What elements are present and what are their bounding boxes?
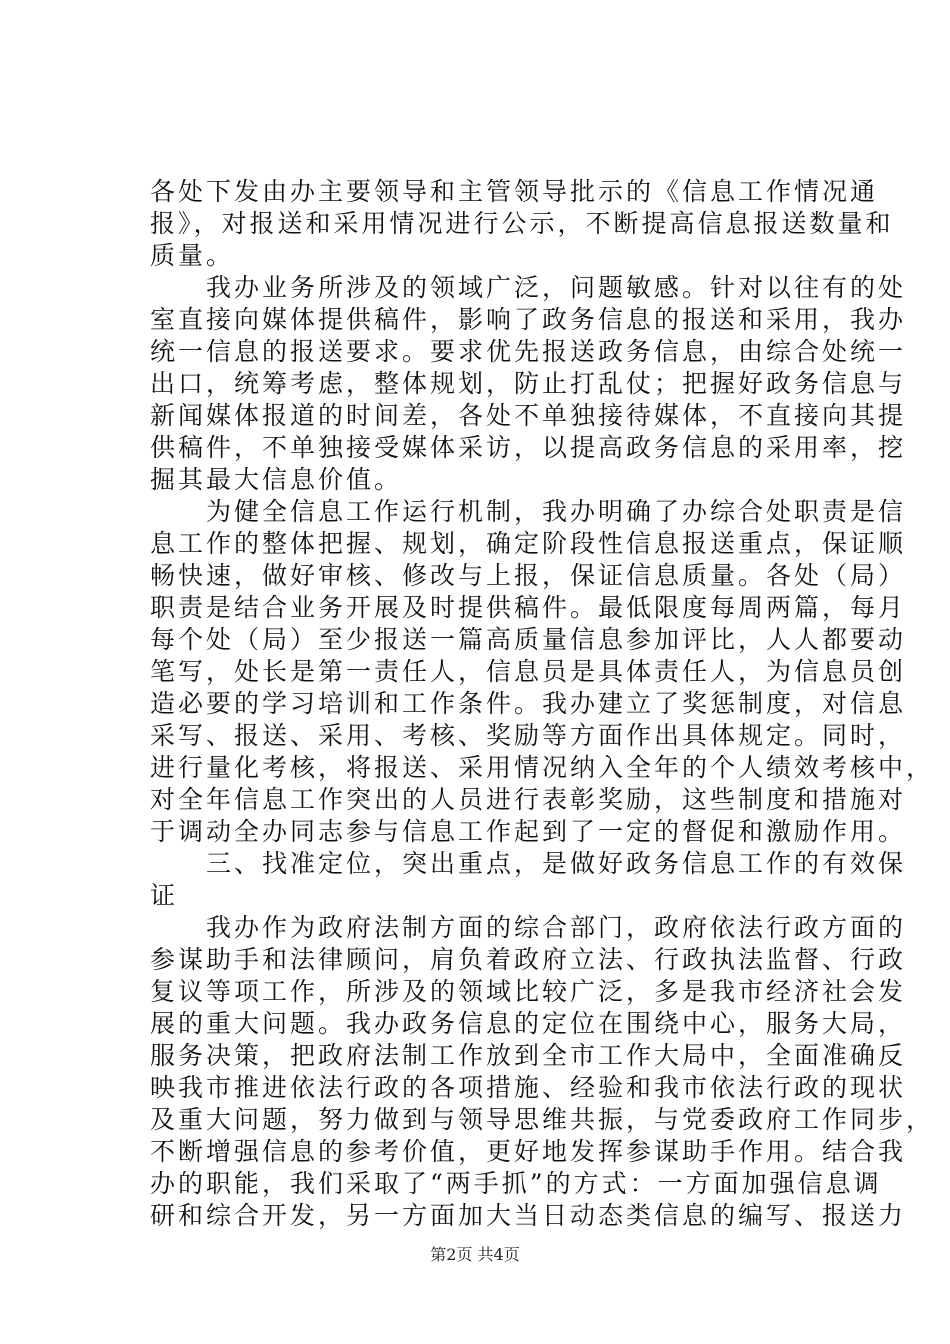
page-number-footer: 第2页 共4页: [430, 1245, 520, 1264]
text-line: 统一信息的报送要求。要求优先报送政务信息，由综合处统一: [150, 337, 907, 366]
text-line: 每个处（局）至少报送一篇高质量信息参加评比，人人都要动: [150, 625, 907, 654]
text-line: 各处下发由办主要领导和主管领导批示的《信息工作情况通: [150, 177, 879, 206]
text-line: 职责是结合业务开展及时提供稿件。最低限度每周两篇，每月: [150, 593, 907, 622]
text-line: 于调动全办同志参与信息工作起到了一定的督促和激励作用。: [150, 817, 907, 846]
section-heading: 证: [150, 881, 179, 910]
text-line: 服务决策，把政府法制工作放到全市工作大局中，全面准确反: [150, 1041, 907, 1070]
text-line: 为健全信息工作运行机制，我办明确了办综合处职责是信: [150, 497, 907, 526]
text-line: 参谋助手和法律顾问，肩负着政府立法、行政执法监督、行政: [150, 945, 907, 974]
text-line: 办的职能，我们采取了“两手抓”的方式：一方面加强信息调: [150, 1169, 882, 1198]
text-line: 进行量化考核，将报送、采用情况纳入全年的个人绩效考核中，: [150, 753, 935, 782]
text-line: 笔写，处长是第一责任人，信息员是具体责任人，为信息员创: [150, 657, 907, 686]
text-line: 畅快速，做好审核、修改与上报，保证信息质量。各处（局）: [150, 561, 907, 590]
section-heading: 三、找准定位，突出重点，是做好政务信息工作的有效保: [150, 849, 907, 878]
text-line: 对全年信息工作突出的人员进行表彰奖励，这些制度和措施对: [150, 785, 907, 814]
text-line: 研和综合开发，另一方面加大当日动态类信息的编写、报送力: [150, 1201, 907, 1230]
text-line: 新闻媒体报道的时间差，各处不单独接待媒体，不直接向其提: [150, 401, 907, 430]
text-line: 报》，对报送和采用情况进行公示，不断提高信息报送数量和: [150, 209, 894, 238]
text-line: 我办作为政府法制方面的综合部门，政府依法行政方面的: [150, 913, 907, 942]
text-line: 映我市推进依法行政的各项措施、经验和我市依法行政的现状: [150, 1073, 907, 1102]
text-line: 展的重大问题。我办政务信息的定位在围绕中心，服务大局，: [150, 1009, 907, 1038]
text-line: 造必要的学习培训和工作条件。我办建立了奖惩制度，对信息: [150, 689, 907, 718]
text-line: 及重大问题，努力做到与领导思维共振，与党委政府工作同步，: [150, 1105, 935, 1134]
text-line: 出口，统筹考虑，整体规划，防止打乱仗；把握好政务信息与: [150, 369, 907, 398]
text-line: 我办业务所涉及的领域广泛，问题敏感。针对以往有的处: [150, 273, 907, 302]
text-line: 供稿件，不单独接受媒体采访，以提高政务信息的采用率，挖: [150, 433, 907, 462]
text-line: 复议等项工作，所涉及的领域比较广泛，多是我市经济社会发: [150, 977, 907, 1006]
text-line: 采写、报送、采用、考核、奖励等方面作出具体规定。同时，: [150, 721, 907, 750]
text-line: 息工作的整体把握、规划，确定阶段性信息报送重点，保证顺: [150, 529, 907, 558]
text-line: 掘其最大信息价值。: [150, 465, 403, 494]
text-line: 质量。: [150, 241, 235, 270]
text-line: 不断增强信息的参考价值，更好地发挥参谋助手作用。结合我: [150, 1137, 907, 1166]
text-line: 室直接向媒体提供稿件，影响了政务信息的报送和采用，我办: [150, 305, 907, 334]
